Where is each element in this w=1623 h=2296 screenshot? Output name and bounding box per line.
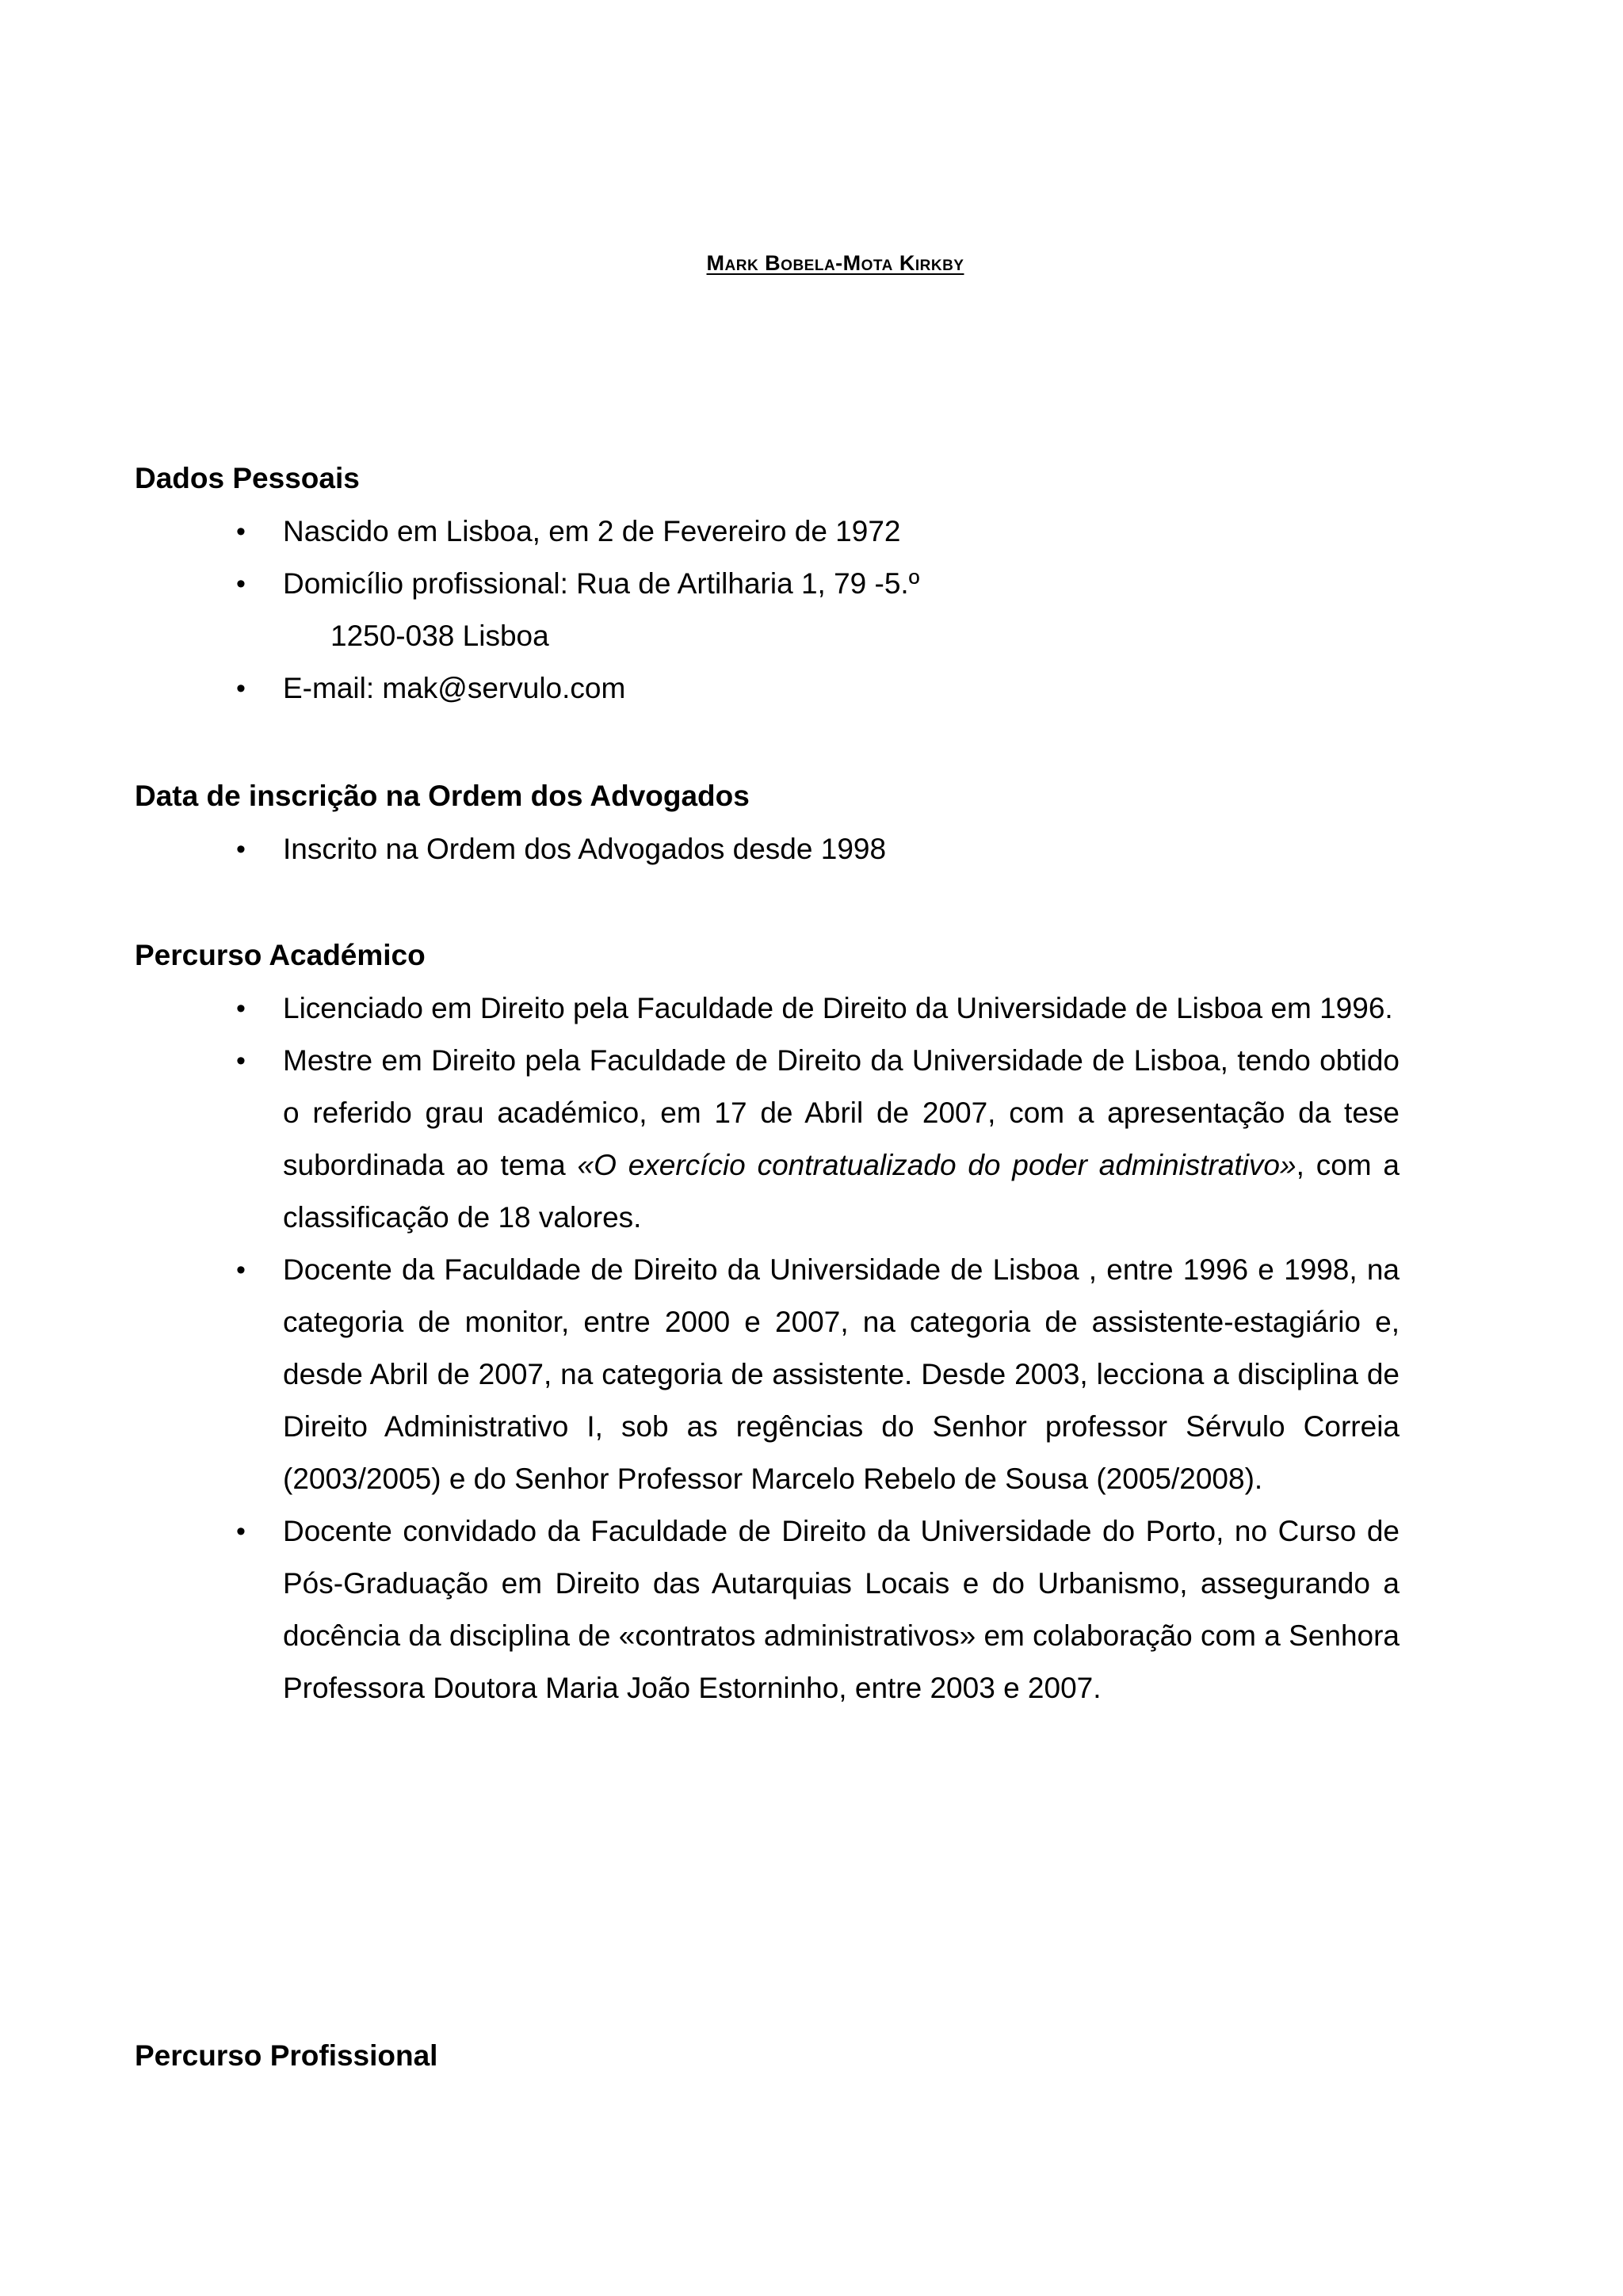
address-line-2: 1250-038 Lisboa — [330, 620, 549, 652]
bullet-icon: • — [236, 673, 246, 704]
email-line: E-mail: mak@servulo.com — [283, 672, 626, 704]
heading-profissional: Percurso Profissional — [135, 2039, 438, 2072]
list-item — [135, 662, 1400, 715]
address-line-1: Domicílio profissional: Rua de Artilharia 1, 79 -5.º — [283, 567, 920, 600]
thesis-title: «O exercício contratualizado do poder administrativo» — [577, 1149, 1296, 1181]
academico-mestrado-part2: , com a classificação de 18 valores. — [283, 1149, 1400, 1234]
bullet-icon: • — [236, 1516, 246, 1547]
bullet-icon: • — [236, 1255, 246, 1285]
list-item — [135, 823, 1400, 875]
heading-inscricao: Data de inscrição na Ordem dos Advogados — [135, 780, 750, 812]
bullet-icon: • — [236, 517, 246, 547]
document-title: Mark Bobela-Mota Kirkby — [706, 251, 964, 275]
academico-docente-porto: Docente convidado da Faculdade de Direito da Universidade do Porto, no Curso de Pós-Graduação em Direito das Autarquias Locais e do Urbanismo, assegurando a docência da disciplina de «contratos administrativos» em colaboração com a Senhora Professora Doutora Maria João Estorninho, entre 2003 e 2007. — [283, 1515, 1400, 1704]
list-item — [135, 1035, 1400, 1244]
list-item — [135, 982, 1400, 1035]
birth-info: Nascido em Lisboa, em 2 de Fevereiro de 1972 — [283, 515, 901, 547]
academico-docente-lisboa: Docente da Faculdade de Direito da Universidade de Lisboa , entre 1996 e 1998, na categoria de monitor, entre 2000 e 2007, na categoria de assistente-estagiário e, desde Abril de 2007, na categoria de assistente. Desde 2003, lecciona a disciplina de Direito Administrativo I, sob as regências do Senhor professor Sérvulo Correia (2003/2005) e do Senhor Professor Marcelo Rebelo de Sousa (2005/2008). — [283, 1253, 1400, 1495]
bullet-icon: • — [236, 569, 246, 599]
list-item — [135, 505, 1400, 558]
inscricao-text: Inscrito na Ordem dos Advogados desde 1998 — [283, 833, 887, 865]
bullet-icon: • — [236, 1046, 246, 1076]
heading-academico: Percurso Académico — [135, 939, 426, 971]
bullet-icon: • — [236, 994, 246, 1024]
list-item — [135, 1244, 1400, 1505]
list-item — [135, 558, 1400, 662]
list-inscricao — [135, 823, 1400, 875]
academico-mestrado-part1: Mestre em Direito pela Faculdade de Direito da Universidade de Lisboa, tendo obtido o referido grau académico, em 17 de Abril de 2007, com a apresentação da tese subordinada ao tema — [283, 1044, 1400, 1181]
academico-licenciatura: Licenciado em Direito pela Faculdade de Direito da Universidade de Lisboa em 1996. — [283, 992, 1393, 1024]
heading-dados-pessoais: Dados Pessoais — [135, 462, 360, 494]
list-item — [135, 1505, 1400, 1714]
list-academico — [135, 982, 1400, 1714]
bullet-icon: • — [236, 834, 246, 864]
list-dados-pessoais — [135, 505, 1400, 715]
